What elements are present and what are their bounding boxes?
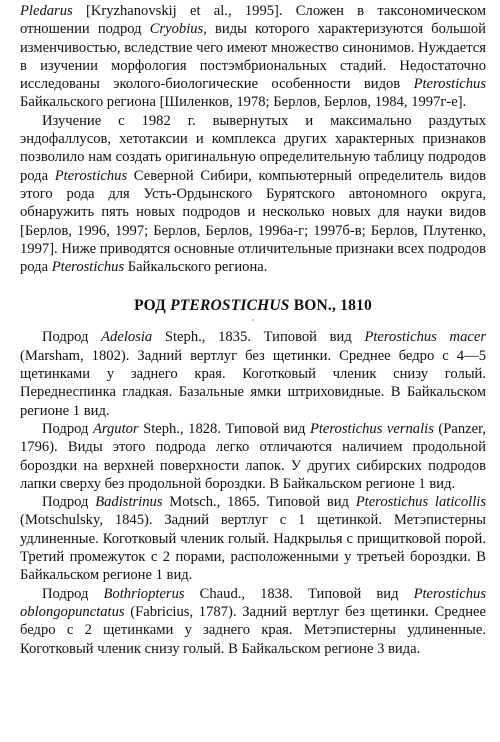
text-run: [Kryzhanovskij et al., 1995]. Сложен в таксономическом отношении подрод <box>20 3 486 38</box>
intro-paragraph-2 <box>20 112 486 277</box>
heading-prefix: РОД <box>134 297 171 315</box>
subgenus-entry-bothriopterus <box>20 585 486 658</box>
text-run: (Panzer, 1796). Виды этого подрода легко отличаются наличием продольной бороздки на верхней поверхности лапок. У других сибирских подродов лапки сверху без продольной бороздки. В Байкальском регионе 1 вид. <box>20 420 487 492</box>
heading-dot-mark: · <box>251 315 255 326</box>
type-species: Pterostichus oblongopunctatus <box>20 585 486 620</box>
italic-taxon: Pterostichus <box>54 167 128 184</box>
type-species: Pterostichus vernalis <box>309 420 434 437</box>
text-run: Байкальского региона. <box>124 259 268 276</box>
text-run: Изучение с 1982 г. вывернутых и максимально раздутых эндофаллусов, хетотаксии и комплекса других характерных признаков позволило нам создать оригинальную определительную таблицу подродов рода <box>20 112 486 184</box>
text-run: (Fabricius, 1787). Задний вертлуг без щетинки. Среднее бедро с 2 щетинками у заднего края. Метэпистерны удлиненные. Коготковый членик снизу голый. В Байкальском регионе 3 вида. <box>20 603 486 657</box>
text-run: Подрод <box>42 494 96 511</box>
italic-taxon: Pterostichus <box>413 76 486 93</box>
heading-suffix: BON., 1810 <box>289 297 372 315</box>
subgenus-name: Adelosia <box>101 329 153 346</box>
text-run: Подрод <box>42 585 104 602</box>
section-heading-block <box>20 296 486 324</box>
type-species: Pterostichus macer <box>364 329 487 346</box>
type-species: Pterostichus laticollis <box>355 494 486 511</box>
text-run: Chaud., 1838. Типовой вид <box>184 585 414 602</box>
italic-taxon: Cryobius <box>149 21 204 38</box>
text-run: , виды которого характеризуются большой изменчивостью, вследствие чего имеют множество синонимов. Нуждается в изучении морфология постэмбриональных стадий. Недостаточно исследованы эколого-биологические особенности видов <box>20 21 486 93</box>
subgenus-name: Argutor <box>92 420 139 437</box>
subgenus-name: Bothriopterus <box>103 585 185 602</box>
italic-taxon: Pledarus <box>20 3 73 19</box>
text-run: Байкальского региона [Шиленков, 1978; Берлов, Берлов, 1984, 1997г-е]. <box>20 94 467 111</box>
subgenus-name: Badistrinus <box>95 494 163 511</box>
section-heading <box>20 296 486 316</box>
italic-taxon: Pterostichus <box>51 259 125 276</box>
text-run: (Marsham, 1802). Задний вертлуг без щетинки. Среднее бедро с 4—5 щетинками у заднего края. Коготковый членик снизу голый. Переднеспинка гладкая. Базальные ямки штриховидные. В Байкальском регионе 1 вид. <box>20 347 486 419</box>
text-run: Подрод <box>42 420 93 437</box>
text-run: (Motschulsky, 1845). Задний вертлуг с 1 щетинкой. Метэпистерны удлиненные. Коготковый членик голый. Надкрылья с прищитковой порой. Третий промежуток с 2 порами, расположенными у третьей бороздки. В Байкальском регионе 1 вид. <box>20 512 486 584</box>
text-run: Подрод <box>42 329 102 346</box>
subgenus-entry-adelosia <box>20 328 486 419</box>
text-run: Steph., 1828. Типовой вид <box>138 420 310 437</box>
subgenus-entry-argutor <box>20 420 486 493</box>
intro-paragraph-1 <box>20 2 486 112</box>
heading-genus: PTEROSTICHUS <box>170 297 290 315</box>
text-run: Steph., 1835. Типовой вид <box>152 329 365 346</box>
text-run: Motsch., 1865. Типовой вид <box>162 494 356 511</box>
text-run: Северной Сибири, компьютерный определитель видов этого рода для Усть-Ордынского Бурятского автономного округа, обнаружить пять новых подродов и несколько новых для науки видов [Берлов, 1996, 1997; Берлов, Берлов, 1996а-г; 1997б-в; Берлов, Плутенко, 1997]. Ниже приводятся основные отличительные признаки всех подродов рода <box>20 167 486 276</box>
subgenus-entry-badistrinus <box>20 493 486 584</box>
